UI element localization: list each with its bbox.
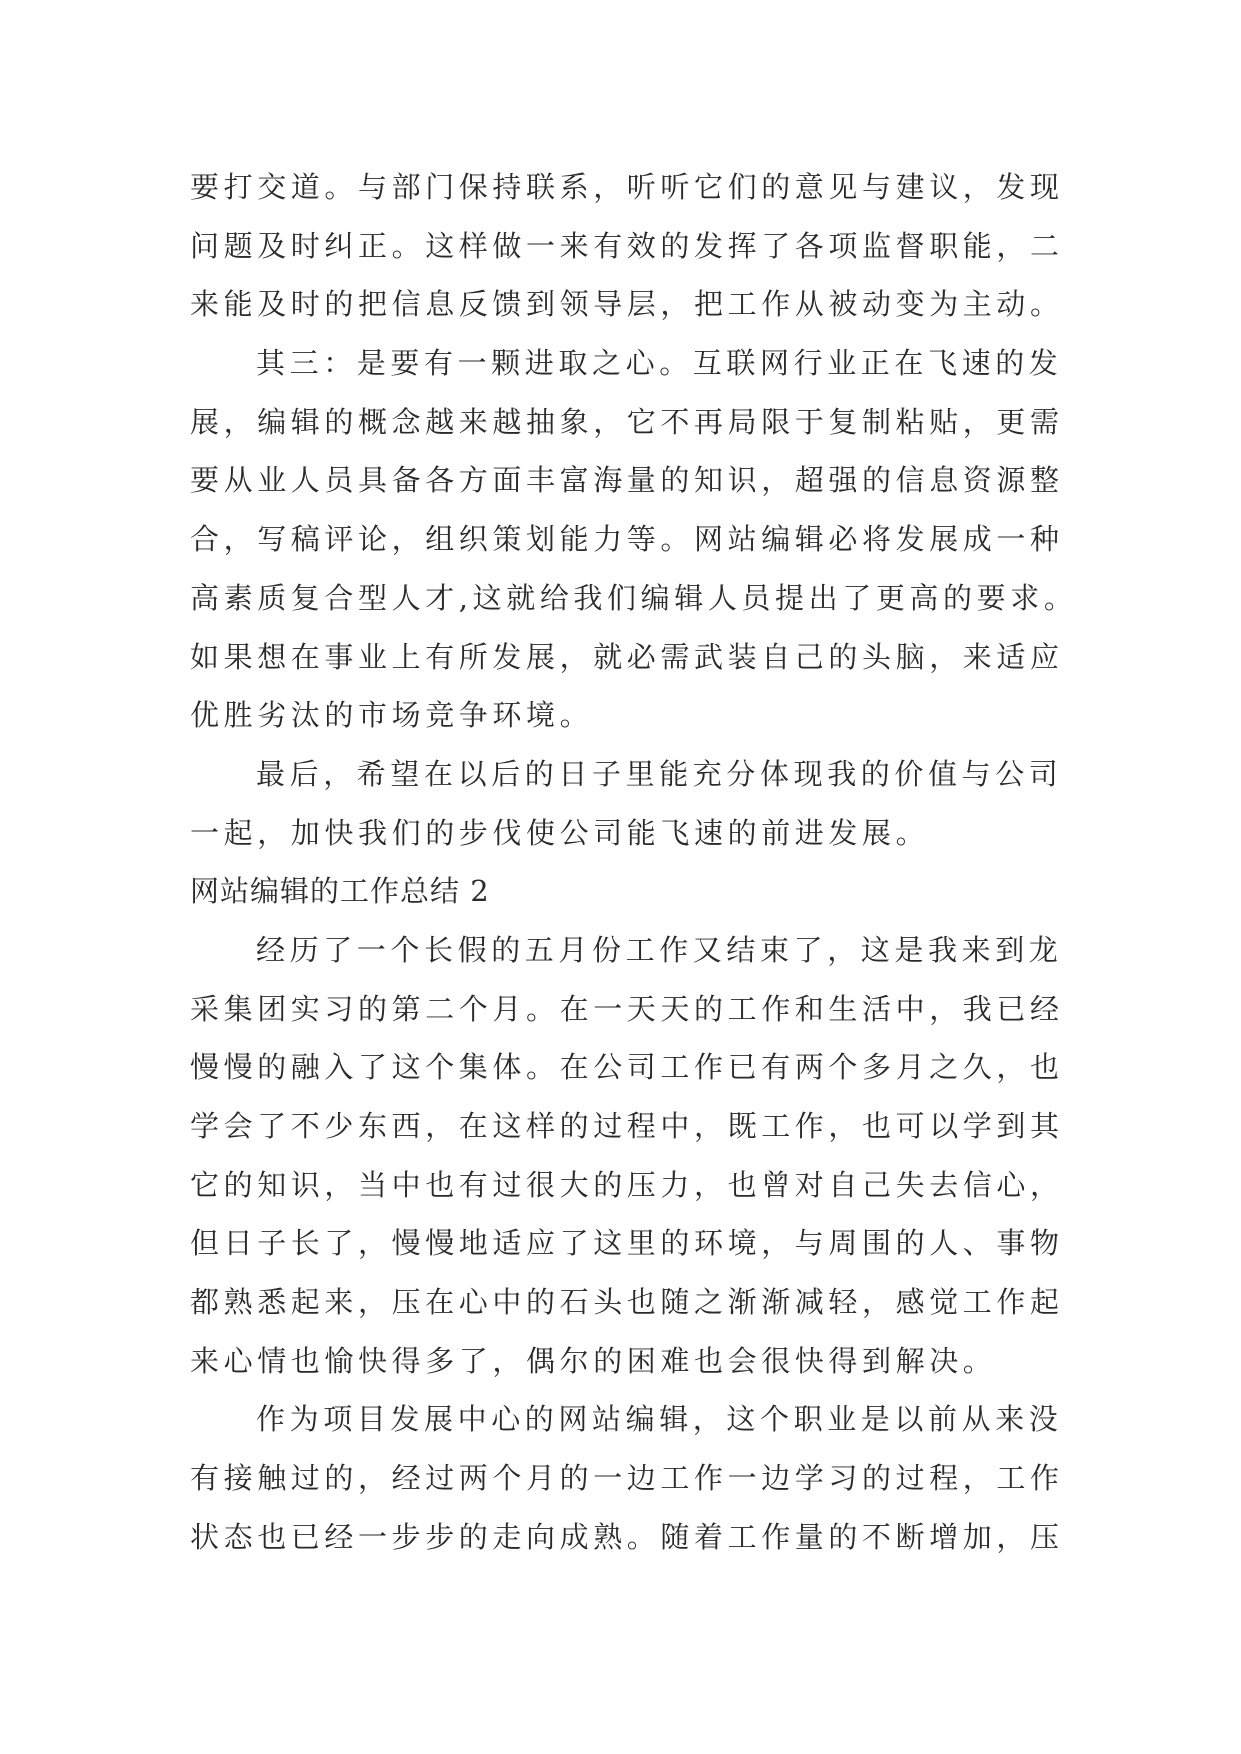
text-line: 但日子长了，慢慢地适应了这里的环境，与周围的人、事物 [190, 1226, 1064, 1261]
paragraph-first-line: 经历了一个长假的五月份工作又结束了，这是我来到龙 [256, 932, 1063, 967]
text-line: 合，写稿评论，组织策划能力等。网站编辑必将发展成一种 [190, 522, 1064, 557]
text-line: 问题及时纠正。这样做一来有效的发挥了各项监督职能，二 [190, 228, 1064, 263]
text-line: 采集团实习的第二个月。在一天天的工作和生活中，我已经 [190, 991, 1064, 1026]
text-line: 都熟悉起来，压在心中的石头也随之渐渐减轻，感觉工作起 [190, 1285, 1064, 1320]
text-line: 高素质复合型人才,这就给我们编辑人员提出了更高的要求。 [190, 580, 1078, 615]
text-line: 状态也已经一步步的走向成熟。随着工作量的不断增加，压 [190, 1519, 1064, 1554]
document-body [190, 158, 1078, 1567]
text-line: 要打交道。与部门保持联系，听听它们的意见与建议，发现 [190, 170, 1064, 204]
text-line: 慢慢的融入了这个集体。在公司工作已有两个多月之久，也 [190, 1050, 1064, 1085]
text-line: 要从业人员具备各方面丰富海量的知识，超强的信息资源整 [190, 463, 1064, 498]
text-line: 有接触过的，经过两个月的一边工作一边学习的过程，工作 [190, 1461, 1064, 1496]
paragraph-first-line: 最后，希望在以后的日子里能充分体现我的价值与公司 [256, 756, 1063, 791]
text-line: 来能及时的把信息反馈到领导层，把工作从被动变为主动。 [190, 287, 1064, 322]
text-line: 优胜劣汰的市场竞争环境。 [190, 698, 594, 733]
paragraph-first-line: 其三：是要有一颗进取之心。互联网行业正在飞速的发 [256, 346, 1063, 381]
text-line: 展，编辑的概念越来越抽象，它不再局限于复制粘贴，更需 [190, 404, 1064, 439]
text-line: 一起，加快我们的步伐使公司能飞速的前进发展。 [190, 815, 930, 850]
section-heading: 网站编辑的工作总结 2 [190, 874, 490, 909]
text-line: 学会了不少东西，在这样的过程中，既工作，也可以学到其 [190, 1109, 1064, 1143]
text-line: 如果想在事业上有所发展，就必需武装自己的头脑，来适应 [190, 639, 1064, 674]
text-line: 来心情也愉快得多了，偶尔的困难也会很快得到解决。 [190, 1343, 997, 1378]
text-line: 它的知识，当中也有过很大的压力，也曾对自己失去信心， [190, 1167, 1064, 1202]
paragraph-first-line: 作为项目发展中心的网站编辑，这个职业是以前从来没 [256, 1402, 1063, 1437]
